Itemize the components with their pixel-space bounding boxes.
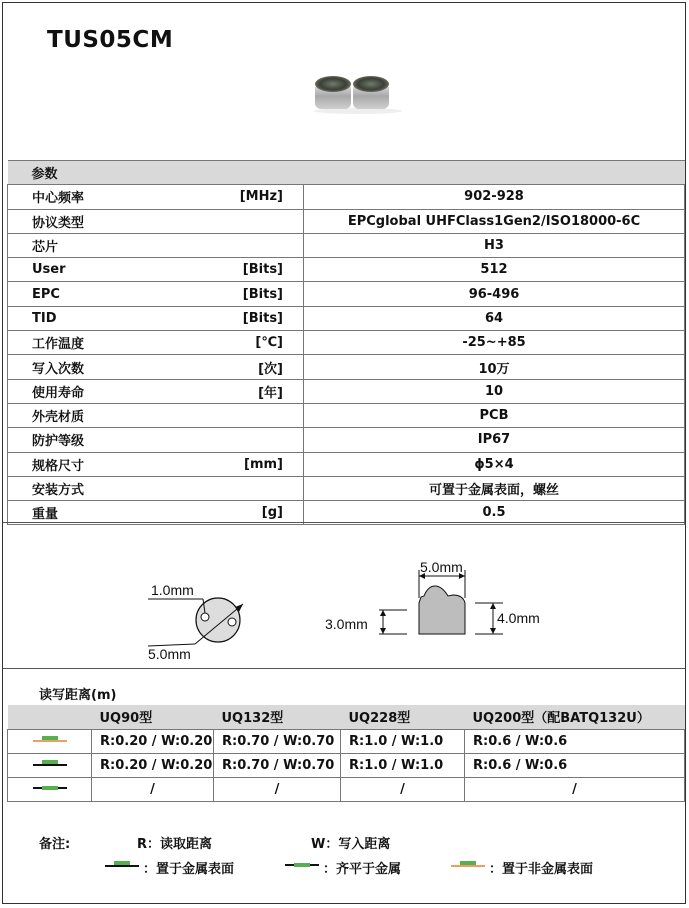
param-value: H3 [304,233,685,257]
param-label: 使用寿命 [8,379,208,403]
param-unit: [mm] [208,452,304,476]
table-cell: R:1.0 / W:1.0 [341,753,465,777]
param-row [8,355,685,379]
param-value: 64 [304,306,685,330]
flush-metal-icon [285,860,319,870]
table-row [8,729,685,753]
param-value: 10万 [304,355,685,379]
param-row [8,379,685,403]
notes-label: 备注: [39,837,71,852]
hole-right [228,618,236,626]
param-label: 协议类型 [8,209,208,233]
table-row [8,753,685,777]
reader-header: UQ132型 [214,705,341,729]
table-cell: R:0.6 / W:0.6 [465,753,685,777]
mount-metal-icon [105,860,139,870]
mount-nonmetal-icon [8,729,92,753]
param-row [8,452,685,476]
diameter-dim-label: 5.0mm [148,646,191,662]
param-row [8,185,685,209]
param-label: 规格尺寸 [8,452,208,476]
reader-header: UQ200型（配BATQ132U） [465,705,685,729]
table-cell: / [465,777,685,801]
table-row [8,777,685,801]
dimension-diagram [3,548,687,668]
param-value: 0.5 [304,501,685,525]
param-unit: [年] [208,379,304,403]
table-cell: / [341,777,465,801]
divider [3,522,685,523]
param-label: 重量 [8,501,208,525]
legend-nonmetal: ：置于非金属表面 [489,862,594,877]
param-unit: [g] [208,501,304,525]
param-row [8,331,685,355]
param-unit: [Bits] [208,282,304,306]
param-value: PCB [304,403,685,427]
param-unit [208,476,304,500]
table-cell: / [214,777,341,801]
param-row [8,403,685,427]
param-row [8,233,685,257]
reader-header: UQ228型 [341,705,465,729]
section-header: 参数 [8,161,685,185]
param-value: 10 [304,379,685,403]
param-value: 可置于金属表面，螺丝 [304,476,685,500]
param-row [8,258,685,282]
param-unit: [Bits] [208,258,304,282]
param-value: 96-496 [304,282,685,306]
param-value: IP67 [304,428,685,452]
param-label: User [8,258,208,282]
param-label: 防护等级 [8,428,208,452]
table-cell: / [92,777,214,801]
height-left-label: 3.0mm [325,616,368,632]
table-cell: R:0.6 / W:0.6 [465,729,685,753]
param-value: -25~+85 [304,331,685,355]
hole-left [201,613,209,621]
product-title: TUS05CM [47,27,174,53]
mount-metal-icon [8,753,92,777]
flush-metal-icon [8,777,92,801]
table-cell: R:0.70 / W:0.70 [214,753,341,777]
param-label: 外壳材质 [8,403,208,427]
param-label: 工作温度 [8,331,208,355]
param-value: ϕ5×4 [304,452,685,476]
param-unit [208,209,304,233]
param-unit [208,428,304,452]
param-unit: [次] [208,355,304,379]
param-row [8,306,685,330]
legend-flush: ：齐平于金属 [323,862,402,877]
param-label: 写入次数 [8,355,208,379]
param-label: TID [8,306,208,330]
product-photo [311,73,405,115]
datasheet [2,2,686,904]
param-unit: [℃] [208,331,304,355]
legend-metal: ：置于金属表面 [143,862,235,877]
read-note: R：读取距离 [137,837,213,852]
read-write-title: 读写距离(m) [39,688,117,703]
param-row [8,209,685,233]
table-cell: R:0.20 / W:0.20 [92,729,214,753]
height-right-label: 4.0mm [497,610,540,626]
param-value: 512 [304,258,685,282]
table-cell: R:1.0 / W:1.0 [341,729,465,753]
param-label: 中心频率 [8,185,208,209]
param-label: 安装方式 [8,476,208,500]
param-label: 芯片 [8,233,208,257]
hole-dim-label: 1.0mm [151,582,194,598]
param-unit: [Bits] [208,306,304,330]
param-unit [208,233,304,257]
param-unit [208,403,304,427]
param-unit: [MHz] [208,185,304,209]
divider [3,668,685,669]
param-row [8,282,685,306]
read-write-header [8,705,685,729]
write-note: W：写入距离 [311,837,391,852]
table-cell: R:0.70 / W:0.70 [214,729,341,753]
param-row [8,428,685,452]
param-row [8,476,685,500]
reader-header: UQ90型 [92,705,214,729]
param-label: EPC [8,282,208,306]
width-dim-label: 5.0mm [420,559,463,575]
table-cell: R:0.20 / W:0.20 [92,753,214,777]
param-value: 902-928 [304,185,685,209]
mount-nonmetal-icon [451,860,485,870]
read-write-table [7,705,685,802]
param-value: EPCglobal UHFClass1Gen2/ISO18000-6C [304,209,685,233]
parameter-table [7,160,685,525]
